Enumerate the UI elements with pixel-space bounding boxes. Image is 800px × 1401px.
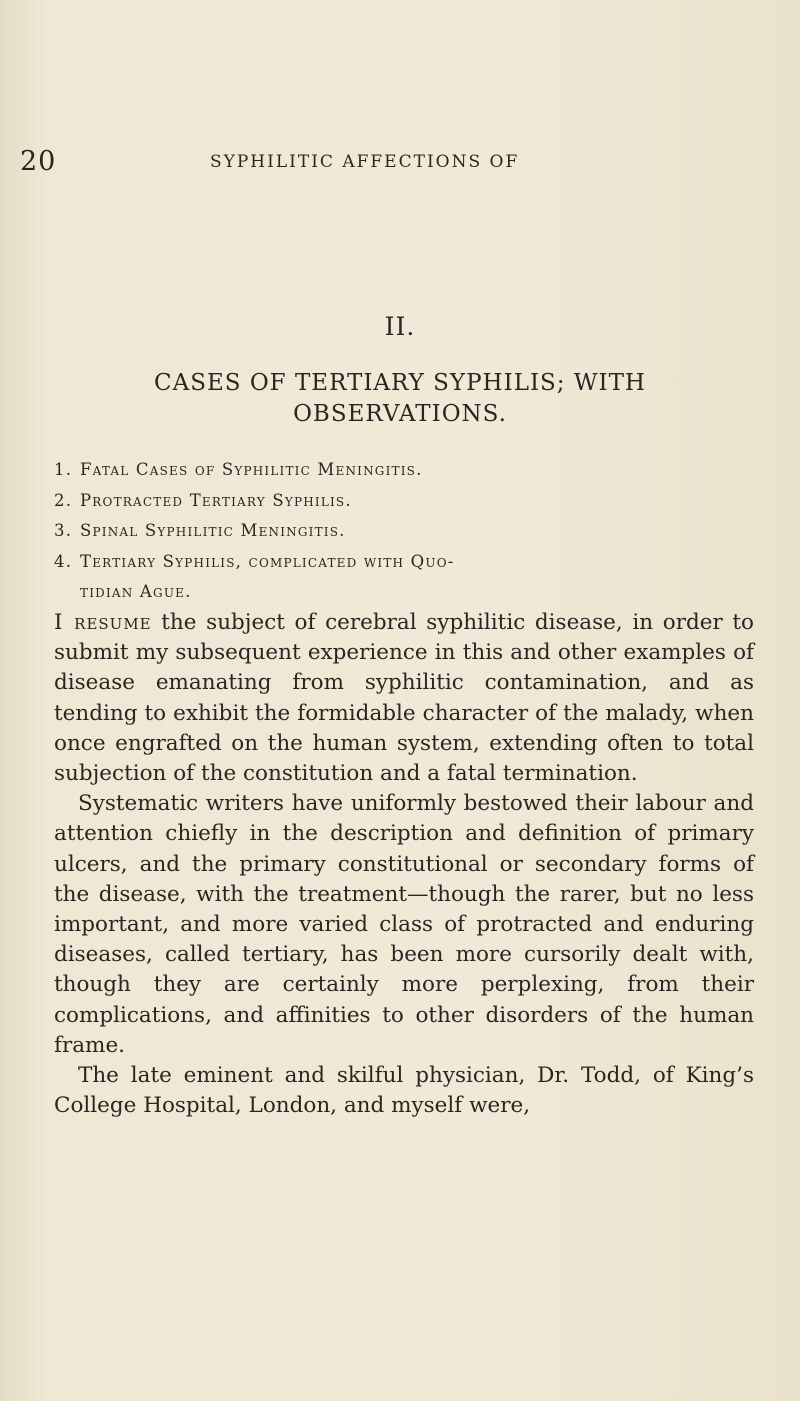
body-text <box>54 608 754 1121</box>
case-number: 1. <box>54 460 73 479</box>
case-list-item <box>54 516 754 547</box>
page-number: 20 <box>20 146 57 177</box>
chapter-title <box>80 368 720 430</box>
case-title: Tertiary Syphilis, complicated with Quo- <box>80 551 455 571</box>
case-list <box>54 455 754 608</box>
case-title: Fatal Cases of Syphilitic Meningitis. <box>80 460 423 479</box>
case-list-item <box>54 547 754 578</box>
chapter-title-line-1: CASES OF TERTIARY SYPHILIS; WITH <box>154 370 646 396</box>
case-list-item-continuation <box>54 577 754 608</box>
paragraph-1-text: the subject of cerebral syphilitic disease, in order to submit my subsequent experience in this and other examples of disease emanating from syphilitic contamination, and as tending to exhibit the formidable character of the malady, when once engrafted on the human system, extending often to total subjection of the constitution and a fatal termination. <box>54 610 754 787</box>
case-title: Protracted Tertiary Syphilis. <box>80 490 352 510</box>
paragraph-1 <box>54 608 754 789</box>
case-number: 4. <box>54 551 73 571</box>
running-head <box>0 146 800 182</box>
case-list-item <box>54 455 754 486</box>
chapter-title-line-2: OBSERVATIONS. <box>293 401 507 427</box>
case-title: Spinal Syphilitic Meningitis. <box>80 521 346 540</box>
paragraph-2: Systematic writers have uniformly bestowed their labour and attention chiefly in the description and definition of primary ulcers, and the primary constitutional or secondary forms of the disease, with the treatment—though the rarer, but no less important, and more varied class of protracted and enduring diseases, called tertiary, has been more cursorily dealt with, though they are certainly more perplexing, from their complications, and affinities to other disorders of the human frame. <box>54 791 754 1058</box>
section-number: II. <box>384 312 416 341</box>
running-title: SYPHILITIC AFFECTIONS OF <box>210 152 520 172</box>
paragraph-lead-words: I resume <box>54 610 152 635</box>
paragraph-3: The late eminent and skilful physician, Dr. Todd, of King’s College Hospital, London, and myself were, <box>54 1063 754 1119</box>
case-title-continuation: tidian Ague. <box>80 582 192 601</box>
case-number: 2. <box>54 490 73 510</box>
case-list-item <box>54 486 754 517</box>
case-number: 3. <box>54 521 73 540</box>
